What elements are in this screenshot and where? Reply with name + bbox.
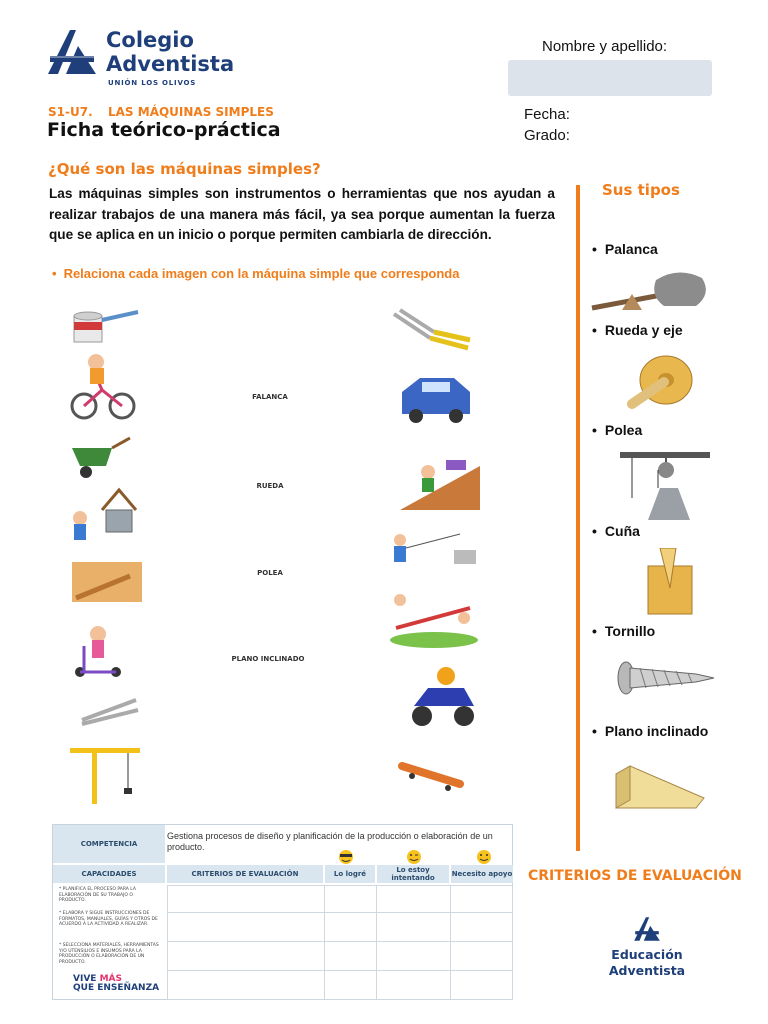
pulley-pulling-icon	[394, 534, 476, 564]
capacidad-1: * PLANIFICA EL PROCESO PARA LA ELABORACIÓN DE SU TRABAJO O PRODUCTO.	[59, 887, 136, 903]
grado-label: Grado:	[524, 127, 570, 144]
school-logo-icon	[44, 28, 100, 76]
skateboard-icon	[402, 766, 460, 791]
check-cell[interactable]	[324, 970, 377, 1000]
ramp-wheelbarrow-icon	[400, 460, 480, 510]
tipo-item-rueda: • Rueda y eje	[592, 322, 683, 338]
section-question: ¿Qué son las máquinas simples?	[48, 160, 321, 178]
intro-paragraph: Las máquinas simples son instrumentos o herramientas que nos ayudan a realizar trabajos de una manera más fácil, ya sea porque aumentan la fuerza que se aplica en un inicio o porque permiten cambiarla de dirección.	[49, 186, 555, 242]
screw-icon	[616, 656, 716, 700]
header-necesito-apoyo: Necesito apoyo	[451, 865, 513, 883]
criterio-cell[interactable]	[167, 970, 325, 1000]
car-icon	[402, 378, 470, 423]
check-cell[interactable]	[450, 941, 513, 971]
slogan	[73, 975, 159, 993]
school-logo	[44, 26, 274, 96]
tipos-title: Sus tipos	[602, 181, 680, 199]
instruction-label: Relaciona cada imagen con la máquina simple que corresponda	[63, 266, 460, 281]
word-option-3: POLEA	[257, 569, 283, 577]
competencia-text: Gestiona procesos de diseño y planificación de la producción o elaboración de un producto.	[167, 831, 493, 852]
lever-icon	[588, 264, 714, 314]
check-cell[interactable]	[376, 885, 451, 913]
wheel-axle-icon	[622, 352, 700, 416]
cool-face-icon	[337, 849, 355, 865]
tipo-item-polea: • Polea	[592, 422, 643, 438]
education-logo-icon	[632, 914, 662, 944]
education-logo-text-2: Adventista	[608, 963, 686, 978]
matching-worksheet	[50, 296, 550, 816]
criterio-cell[interactable]	[167, 941, 325, 971]
header-capacidades: CAPACIDADES	[53, 865, 165, 883]
check-cell[interactable]	[324, 941, 377, 971]
criterio-cell[interactable]	[167, 912, 325, 942]
name-label: Nombre y apellido:	[542, 38, 668, 55]
capacidad-2: * ELABORA Y SIGUE INSTRUCCIONES DE FORMATOS, MANUALES, GUÍAS Y OTROS DE ACUERDO A LA ACTIVIDAD A REALIZAR.	[59, 911, 158, 927]
fecha-label: Fecha:	[524, 106, 570, 123]
tipo-label: Tornillo	[604, 623, 656, 639]
slide-icon	[72, 562, 142, 602]
education-logo	[592, 914, 702, 994]
tipo-item-plano: • Plano inclinado	[592, 723, 709, 739]
scooter-girl-icon	[75, 626, 121, 677]
instruction-text	[52, 266, 459, 281]
logo-text-colegio: Colegio	[106, 28, 194, 52]
tipo-item-tornillo: • Tornillo	[592, 623, 656, 639]
name-field[interactable]	[508, 60, 712, 96]
word-option-2: RUEDA	[256, 482, 284, 490]
bicycle-girl-icon	[72, 354, 134, 418]
tipo-label: Cuña	[604, 523, 640, 539]
competencia-label: COMPETENCIA	[53, 825, 165, 863]
tipo-item-palanca: • Palanca	[592, 241, 658, 257]
unit-code: S1-U7.	[48, 105, 93, 119]
criterios-title: CRITERIOS DE EVALUACIÓN	[528, 868, 742, 884]
word-option-4: PLANO INCLINADO	[231, 655, 305, 663]
tongs-icon	[82, 700, 138, 724]
sheet-title: Ficha teórico-práctica	[47, 119, 281, 141]
water-well-icon	[73, 490, 136, 540]
check-cell[interactable]	[450, 912, 513, 942]
slogan-que-ensenanza: QUE ENSEÑANZA	[73, 983, 160, 993]
logo-text-union: UNIÓN LOS OLIVOS	[108, 79, 197, 87]
tipo-label: Plano inclinado	[604, 723, 709, 739]
wedge-icon	[642, 548, 698, 616]
motorcycle-icon	[412, 667, 474, 726]
check-cell[interactable]	[450, 970, 513, 1000]
criterio-cell[interactable]	[167, 885, 325, 913]
column-divider	[576, 185, 580, 851]
criteria-table	[52, 824, 513, 1000]
smile-face-icon	[475, 849, 493, 865]
logo-text-adventista: Adventista	[106, 52, 235, 76]
check-cell[interactable]	[376, 970, 451, 1000]
tipo-item-cuna: • Cuña	[592, 523, 640, 539]
wheelbarrow-icon	[72, 438, 130, 478]
seesaw-icon	[390, 594, 478, 648]
unit-title: LAS MÁQUINAS SIMPLES	[108, 105, 274, 119]
pulley-icon	[620, 448, 710, 524]
education-logo-text-1: Educación	[611, 947, 683, 962]
header-lo-estoy-intentando: Lo estoy intentando	[377, 865, 449, 883]
check-cell[interactable]	[376, 912, 451, 942]
slogan-mas: MÁS	[99, 974, 122, 984]
check-cell[interactable]	[324, 912, 377, 942]
paint-can-icon	[74, 312, 138, 342]
crane-icon	[70, 748, 140, 804]
wink-face-icon	[405, 849, 423, 865]
tipo-label: Palanca	[604, 241, 658, 257]
header-lo-logre: Lo logré	[325, 865, 375, 883]
check-cell[interactable]	[324, 885, 377, 913]
inclined-plane-icon	[612, 758, 712, 814]
word-option-1: FALANCA	[252, 393, 288, 401]
check-cell[interactable]	[450, 885, 513, 913]
tipo-label: Polea	[604, 422, 643, 438]
tipo-label: Rueda y eje	[604, 322, 683, 338]
slogan-vive: VIVE	[73, 974, 97, 984]
check-cell[interactable]	[376, 941, 451, 971]
capacidad-3: * SELECCIONA MATERIALES, HERRAMIENTAS Y/O UTENSILIOS E INSUMOS PARA LA PRODUCCIÓN O ELABORACIÓN DE UN PRODUCTO.	[59, 943, 159, 965]
hedge-shears-icon	[394, 310, 470, 348]
header-criterios: CRITERIOS DE EVALUACIÓN	[167, 865, 323, 883]
